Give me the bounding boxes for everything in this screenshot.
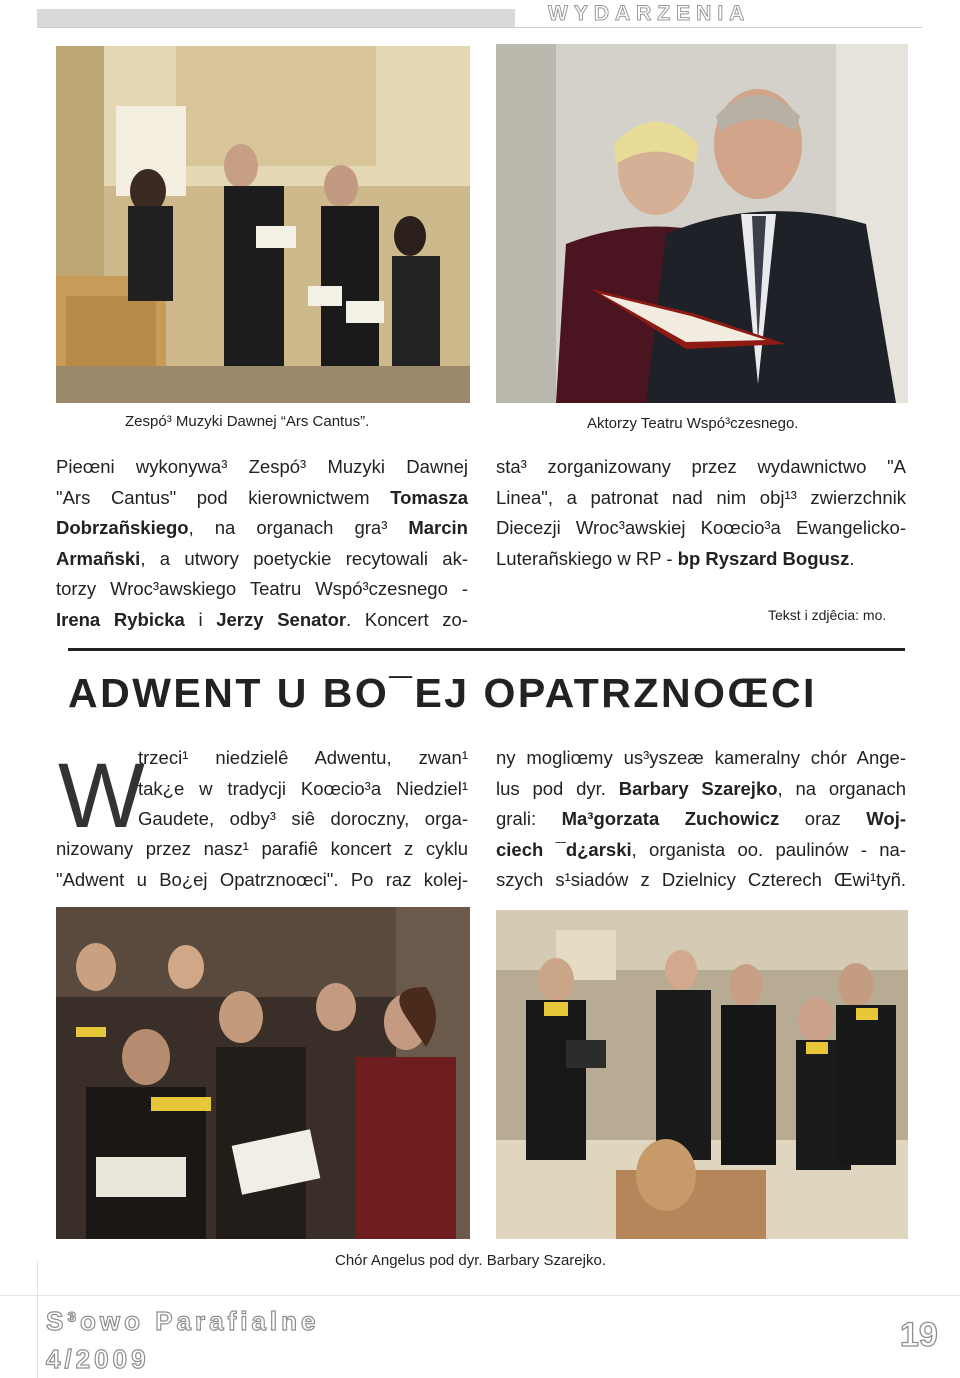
article2-headline: ADWENT U BO¯EJ OPATRZNOŒCI bbox=[68, 670, 817, 716]
section-title: WYDARZENIA bbox=[548, 2, 751, 25]
text-line: ny mogliœmy us³yszeæ kameralny chór Ange- bbox=[496, 747, 906, 768]
text-line: nizowany przez nasz¹ parafiê koncert z cyklu bbox=[56, 838, 468, 859]
text-line: Gaudete, odby³ siê doroczny, orga- bbox=[138, 808, 468, 829]
article1-credit: Tekst i zdjêcia: mo. bbox=[768, 607, 887, 623]
header-band bbox=[37, 9, 515, 27]
article2-right-column bbox=[496, 743, 906, 896]
text-line: "Adwent u Bo¿ej Opatrznoœci". Po raz kolej- bbox=[56, 868, 468, 890]
photo-choir-angelus bbox=[496, 910, 908, 1239]
text-line: Dobrzañskiego, na organach gra³ Marcin bbox=[56, 517, 468, 538]
dropcap: W bbox=[58, 745, 145, 847]
photo-actors-caption: Aktorzy Teatru Wspó³czesnego. bbox=[587, 415, 799, 432]
text-line: Diecezji Wroc³awskiej Koœcio³a Ewangelicko- bbox=[496, 517, 906, 538]
text-line: tak¿e w tradycji Koœcio³a Niedziel¹ bbox=[138, 777, 468, 799]
page-number: 19 bbox=[900, 1316, 938, 1354]
text-line: Irena Rybicka i Jerzy Senator. Koncert zo- bbox=[56, 608, 468, 630]
section-divider bbox=[68, 648, 905, 651]
article1-left-column bbox=[56, 452, 468, 635]
footer-horizontal-rule bbox=[0, 1295, 960, 1296]
photo-ars-cantus-caption: Zespó³ Muzyki Dawnej “Ars Cantus”. bbox=[125, 413, 370, 430]
article2-left-column-indented bbox=[138, 743, 468, 835]
article1-right-column bbox=[496, 452, 906, 574]
article2-left-column bbox=[56, 834, 468, 895]
text-line: grali: Ma³gorzata Zuchowicz oraz Woj- bbox=[496, 808, 906, 829]
text-line: ciech ¯d¿arski, organista oo. paulinów - na- bbox=[496, 838, 906, 860]
photo-choir-caption: Chór Angelus pod dyr. Barbary Szarejko. bbox=[335, 1252, 606, 1269]
text-line: lus pod dyr. Barbary Szarejko, na organach bbox=[496, 777, 906, 799]
issue-number: 4/2009 bbox=[46, 1344, 150, 1374]
photo-ars-cantus bbox=[56, 46, 470, 403]
text-line: szych s¹siadów z Dzielnicy Czterech Œwi¹tyñ. bbox=[496, 869, 906, 890]
footer-vertical-rule bbox=[37, 1262, 38, 1378]
photo-choir-conductor bbox=[56, 907, 470, 1239]
text-line: Luterañskiego w RP - bp Ryszard Bogusz. bbox=[496, 547, 855, 569]
text-line: trzeci¹ niedzielê Adwentu, zwan¹ bbox=[138, 747, 468, 768]
header-rule bbox=[37, 27, 922, 28]
text-line: sta³ zorganizowany przez wydawnictwo "A bbox=[496, 456, 906, 477]
text-line: torzy Wroc³awskiego Teatru Wspó³czesnego - bbox=[56, 578, 468, 599]
publication-name: S³owo Parafialne bbox=[46, 1306, 320, 1336]
text-line: Armañski, a utwory poetyckie recytowali ak- bbox=[56, 547, 468, 569]
photo-actors bbox=[496, 44, 908, 403]
text-line: "Ars Cantus" pod kierownictwem Tomasza bbox=[56, 486, 468, 508]
text-line: Pieœni wykonywa³ Zespó³ Muzyki Dawnej bbox=[56, 456, 468, 477]
text-line: Linea", a patronat nad nim obj¹³ zwierzchnik bbox=[496, 486, 906, 508]
